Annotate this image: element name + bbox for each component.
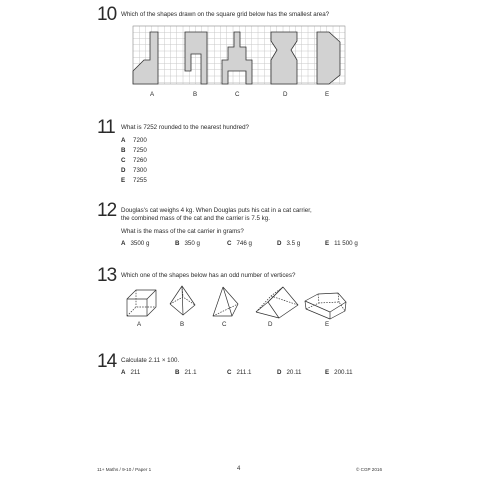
option-value: 7255 [133,176,147,184]
option-letter: B [175,240,180,247]
option-value: 211 [130,369,141,376]
option-value: 7250 [133,146,147,154]
q13-label-a: A [137,321,142,328]
option-value: 746 g [236,240,252,247]
question-12-text-line1: Douglas's cat weighs 4 kg. When Douglas puts his cat in a cat carrier, [121,207,312,214]
option-value: 7300 [133,166,147,174]
question-10-text: Which of the shapes drawn on the square grid below has the smallest area? [121,11,330,18]
q10-label-e: E [325,91,330,98]
q14-option-c[interactable] [227,369,252,376]
q13-label-e: E [325,321,330,328]
option-letter: C [227,369,232,376]
option-letter: D [277,369,282,376]
option-value: 7200 [133,137,147,144]
footer-left: 11+ Maths / 9-10 / Paper 1 [97,467,152,472]
option-letter: D [121,166,126,174]
footer-right: © CGP 2016 [356,467,383,472]
question-11-text: What is 7252 rounded to the nearest hundred? [121,124,249,131]
question-12-text-line2: the combined mass of the cat and the carrier is 7.5 kg. [121,215,270,222]
q14-option-b[interactable] [175,369,197,376]
shape-d-prism [256,287,298,318]
option-value: 21.1 [184,369,197,376]
question-13-text: Which one of the shapes below has an odd number of vertices? [121,272,296,279]
option-value: 3.5 g [286,240,301,247]
q10-label-c: C [235,91,240,98]
question-number-11: 11 [97,117,115,138]
q10-label-d: D [283,91,288,98]
option-letter: A [121,240,126,247]
q13-label-d: D [268,321,273,328]
question-number-13: 13 [97,265,117,286]
q14-option-e[interactable] [325,369,353,376]
option-letter: A [121,137,126,144]
shape-a-cuboid [127,290,156,316]
option-value: 350 g [184,240,200,247]
question-12-question: What is the mass of the cat carrier in grams? [121,228,244,235]
option-letter: B [175,369,180,376]
option-value: 7260 [133,156,147,164]
question-number-10: 10 [97,4,117,25]
shape-b-pyramid [170,286,195,315]
question-14-text: Calculate 2.11 × 100. [121,357,180,364]
q13-label-b: B [180,321,185,328]
q13-label-c: C [222,321,227,328]
option-value: 3500 g [130,240,150,247]
q10-label-a: A [150,91,155,98]
shape-e-pentagonal-prism [305,293,346,319]
option-value: 11 500 g [334,240,358,247]
page-number: 4 [237,466,241,472]
option-letter: E [121,176,126,184]
option-letter: C [121,156,126,164]
option-value: 211.1 [236,369,252,376]
option-letter: C [227,240,232,247]
q14-option-d[interactable] [277,369,302,376]
question-number-12: 12 [97,200,117,221]
option-letter: A [121,369,126,376]
option-letter: D [277,240,282,247]
option-value: 200.11 [334,369,353,376]
q10-label-b: B [193,91,198,98]
q14-option-a[interactable] [121,369,140,376]
option-letter: B [121,146,126,154]
option-value: 20.11 [286,369,302,376]
option-letter: E [325,369,330,376]
option-letter: E [325,240,330,247]
question-number-14: 14 [97,351,117,372]
shape-c-tetrahedron [213,287,238,316]
